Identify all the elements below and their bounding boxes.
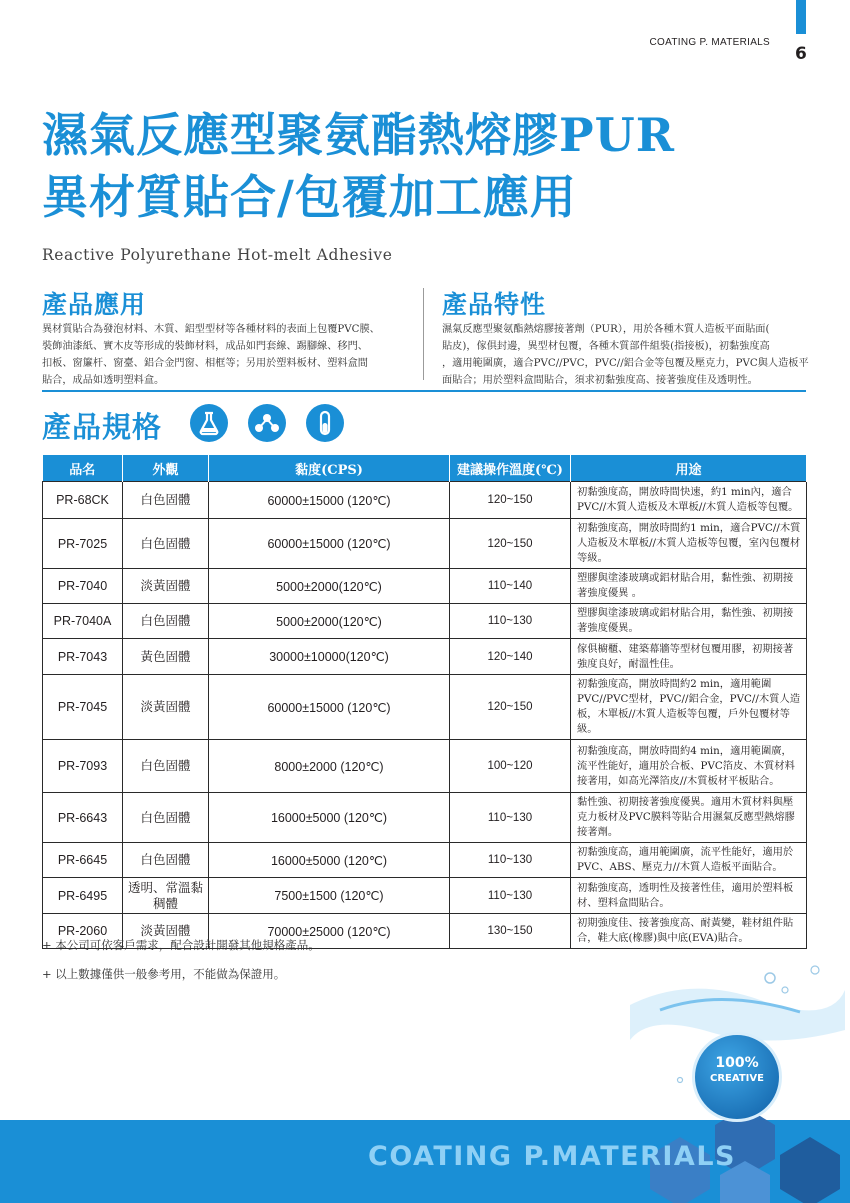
product-temperature: 120~150	[450, 519, 571, 569]
product-temperature: 100~120	[450, 740, 571, 793]
features-text	[442, 321, 814, 389]
features-line: 濕氣反應型聚氨酯熱熔膠接著劑（PUR），用於各種木質人造板平面貼面(	[442, 324, 770, 335]
product-name: PR-7040	[43, 569, 123, 604]
product-temperature: 120~150	[450, 675, 571, 740]
product-temperature: 110~130	[450, 604, 571, 639]
column-header: 建議操作溫度(℃)	[450, 455, 571, 482]
product-viscosity: 8000±2000 (120℃)	[209, 740, 450, 793]
product-appearance: 透明、常溫黏稠體	[123, 878, 209, 914]
product-name: PR-68CK	[43, 482, 123, 519]
product-use: 塑膠與塗漆玻璃或鋁材貼合用，黏性強、初期接著強度優異 。	[571, 569, 807, 604]
product-appearance: 白色固體	[123, 482, 209, 519]
product-temperature: 120~140	[450, 639, 571, 675]
spec-table-wrap	[42, 455, 807, 949]
table-row	[43, 482, 807, 519]
test-tube-icon	[306, 404, 344, 442]
page-number: 6	[795, 44, 807, 64]
product-temperature: 110~130	[450, 793, 571, 843]
note-disclaimer: + 以上數據僅供一般參考用，不能做為保證用。	[42, 967, 286, 981]
badge-label: CREATIVE	[710, 1073, 764, 1084]
application-line: 貼合，成品如透明塑料盒。	[42, 375, 165, 386]
product-appearance: 淡黃固體	[123, 675, 209, 740]
features-line: ，適用範圍廣，適合PVC//PVC，PVC//鋁合金等包覆及壓克力，PVC與人造板平	[442, 358, 809, 369]
product-appearance: 白色固體	[123, 843, 209, 878]
product-temperature: 120~150	[450, 482, 571, 519]
corner-accent-bar	[796, 0, 806, 34]
product-viscosity: 60000±15000 (120℃)	[209, 482, 450, 519]
specs-heading: 產品規格	[42, 410, 163, 444]
table-row	[43, 793, 807, 843]
column-header: 用途	[571, 455, 807, 482]
product-viscosity: 16000±5000 (120℃)	[209, 793, 450, 843]
section-divider-vertical	[423, 288, 424, 380]
creative-badge	[692, 1032, 782, 1122]
application-line: 異材質貼合為發泡材料、木質、鋁型型材等各種材料的表面上包覆PVC膜、	[42, 324, 380, 335]
application-line: 扣板、窗簾杆、窗臺、鋁合金門窗、相框等；另用於塑料板材、塑料盒間	[42, 358, 368, 369]
column-header: 黏度(CPS)	[209, 455, 450, 482]
product-viscosity: 70000±25000 (120℃)	[209, 914, 450, 949]
flask-icon	[190, 404, 228, 442]
product-use: 初黏強度高，開放時間約1 min，適合PVC//木質人造板及木單板//木質人造板等包覆，室內包覆材等級。	[571, 519, 807, 569]
product-use: 初黏強度高，透明性及接著性佳，適用於塑料板材、塑料盒間貼合。	[571, 878, 807, 914]
product-name: PR-6645	[43, 843, 123, 878]
product-name: PR-7045	[43, 675, 123, 740]
product-name: PR-6495	[43, 878, 123, 914]
product-name: PR-7043	[43, 639, 123, 675]
table-header-row	[43, 455, 807, 482]
product-viscosity: 5000±2000(120℃)	[209, 604, 450, 639]
product-use: 初黏強度高，適用範圍廣，流平性能好，適用於PVC、ABS、壓克力//木質人造板平面貼合。	[571, 843, 807, 878]
features-heading: 產品特性	[442, 290, 547, 319]
product-appearance: 白色固體	[123, 793, 209, 843]
product-viscosity: 7500±1500 (120℃)	[209, 878, 450, 914]
product-name: PR-7040A	[43, 604, 123, 639]
title-line-2: 異材質貼合/包覆加工應用	[42, 170, 577, 224]
badge-percent: 100%	[715, 1055, 759, 1071]
product-name: PR-7025	[43, 519, 123, 569]
product-use: 初黏強度高，開放時間約4 min，適用範圍廣，流平性能好，適用於合板、PVC箔皮、木質材料接著用，如高光澤箔皮//木質板材平板貼合。	[571, 740, 807, 793]
product-appearance: 白色固體	[123, 519, 209, 569]
table-row	[43, 878, 807, 914]
features-line: 面貼合；用於塑料盒間貼合，須求初黏強度高、接著強度佳及透明性。	[442, 375, 758, 386]
table-row	[43, 604, 807, 639]
note-custom: + 本公司可依客戶需求，配合設計開發其他規格產品。	[42, 938, 320, 952]
product-appearance: 白色固體	[123, 604, 209, 639]
product-temperature: 130~150	[450, 914, 571, 949]
table-row	[43, 843, 807, 878]
application-heading: 產品應用	[42, 290, 147, 319]
product-use: 黏性強、初期接著強度優異。適用木質材料與壓克力板材及PVC膜料等貼合用濕氣反應型熱熔膠接著劑。	[571, 793, 807, 843]
application-text	[42, 321, 417, 389]
header-brand: COATING P. MATERIALS	[649, 37, 770, 48]
page-subtitle: Reactive Polyurethane Hot-melt Adhesive	[42, 246, 393, 264]
column-header: 品名	[43, 455, 123, 482]
application-line: 裝飾油漆紙、實木皮等形成的裝飾材料，成品如門套線、踢腳線、移門、	[42, 341, 368, 352]
features-line: 貼皮)，傢俱封邊，異型材包覆，各種木質部件組裝(指接板)，初黏強度高	[442, 341, 770, 352]
product-use: 初黏強度高，開放時間快速，約1 min內，適合PVC//木質人造板及木單板//木質人造板等包覆。	[571, 482, 807, 519]
product-use: 初黏強度高，開放時間約2 min，適用範圍PVC//PVC型材，PVC//鋁合金，PVC//木質人造板，木單板//木質人造板等包覆，戶外包覆材等級。	[571, 675, 807, 740]
product-appearance: 黃色固體	[123, 639, 209, 675]
table-row	[43, 740, 807, 793]
product-viscosity: 60000±15000 (120℃)	[209, 519, 450, 569]
table-row	[43, 569, 807, 604]
product-name: PR-6643	[43, 793, 123, 843]
product-appearance: 白色固體	[123, 740, 209, 793]
product-viscosity: 16000±5000 (120℃)	[209, 843, 450, 878]
product-appearance: 淡黃固體	[123, 569, 209, 604]
product-viscosity: 5000±2000(120℃)	[209, 569, 450, 604]
table-row	[43, 639, 807, 675]
product-name: PR-2060	[43, 914, 123, 949]
table-row	[43, 675, 807, 740]
product-use: 傢俱櫥櫃、建築幕牆等型材包覆用膠，初期接著強度良好，耐溫性佳。	[571, 639, 807, 675]
product-use: 初期強度佳、接著強度高、耐黃變，鞋材組件貼合，鞋大底(橡膠)與中底(EVA)貼合。	[571, 914, 807, 949]
product-viscosity: 30000±10000(120℃)	[209, 639, 450, 675]
product-temperature: 110~130	[450, 878, 571, 914]
product-viscosity: 60000±15000 (120℃)	[209, 675, 450, 740]
product-appearance: 淡黃固體	[123, 914, 209, 949]
page-title	[42, 104, 822, 228]
section-divider-horizontal	[42, 390, 806, 392]
title-line-1: 濕氣反應型聚氨酯熱熔膠PUR	[42, 108, 675, 162]
product-temperature: 110~130	[450, 843, 571, 878]
column-header: 外觀	[123, 455, 209, 482]
molecule-icon	[248, 404, 286, 442]
footer-brand: COATING P.MATERIALS	[368, 1141, 736, 1172]
product-use: 塑膠與塗漆玻璃或鋁材貼合用，黏性強、初期接著強度優異。	[571, 604, 807, 639]
product-name: PR-7093	[43, 740, 123, 793]
table-row	[43, 519, 807, 569]
product-temperature: 110~140	[450, 569, 571, 604]
spec-table	[42, 455, 807, 949]
